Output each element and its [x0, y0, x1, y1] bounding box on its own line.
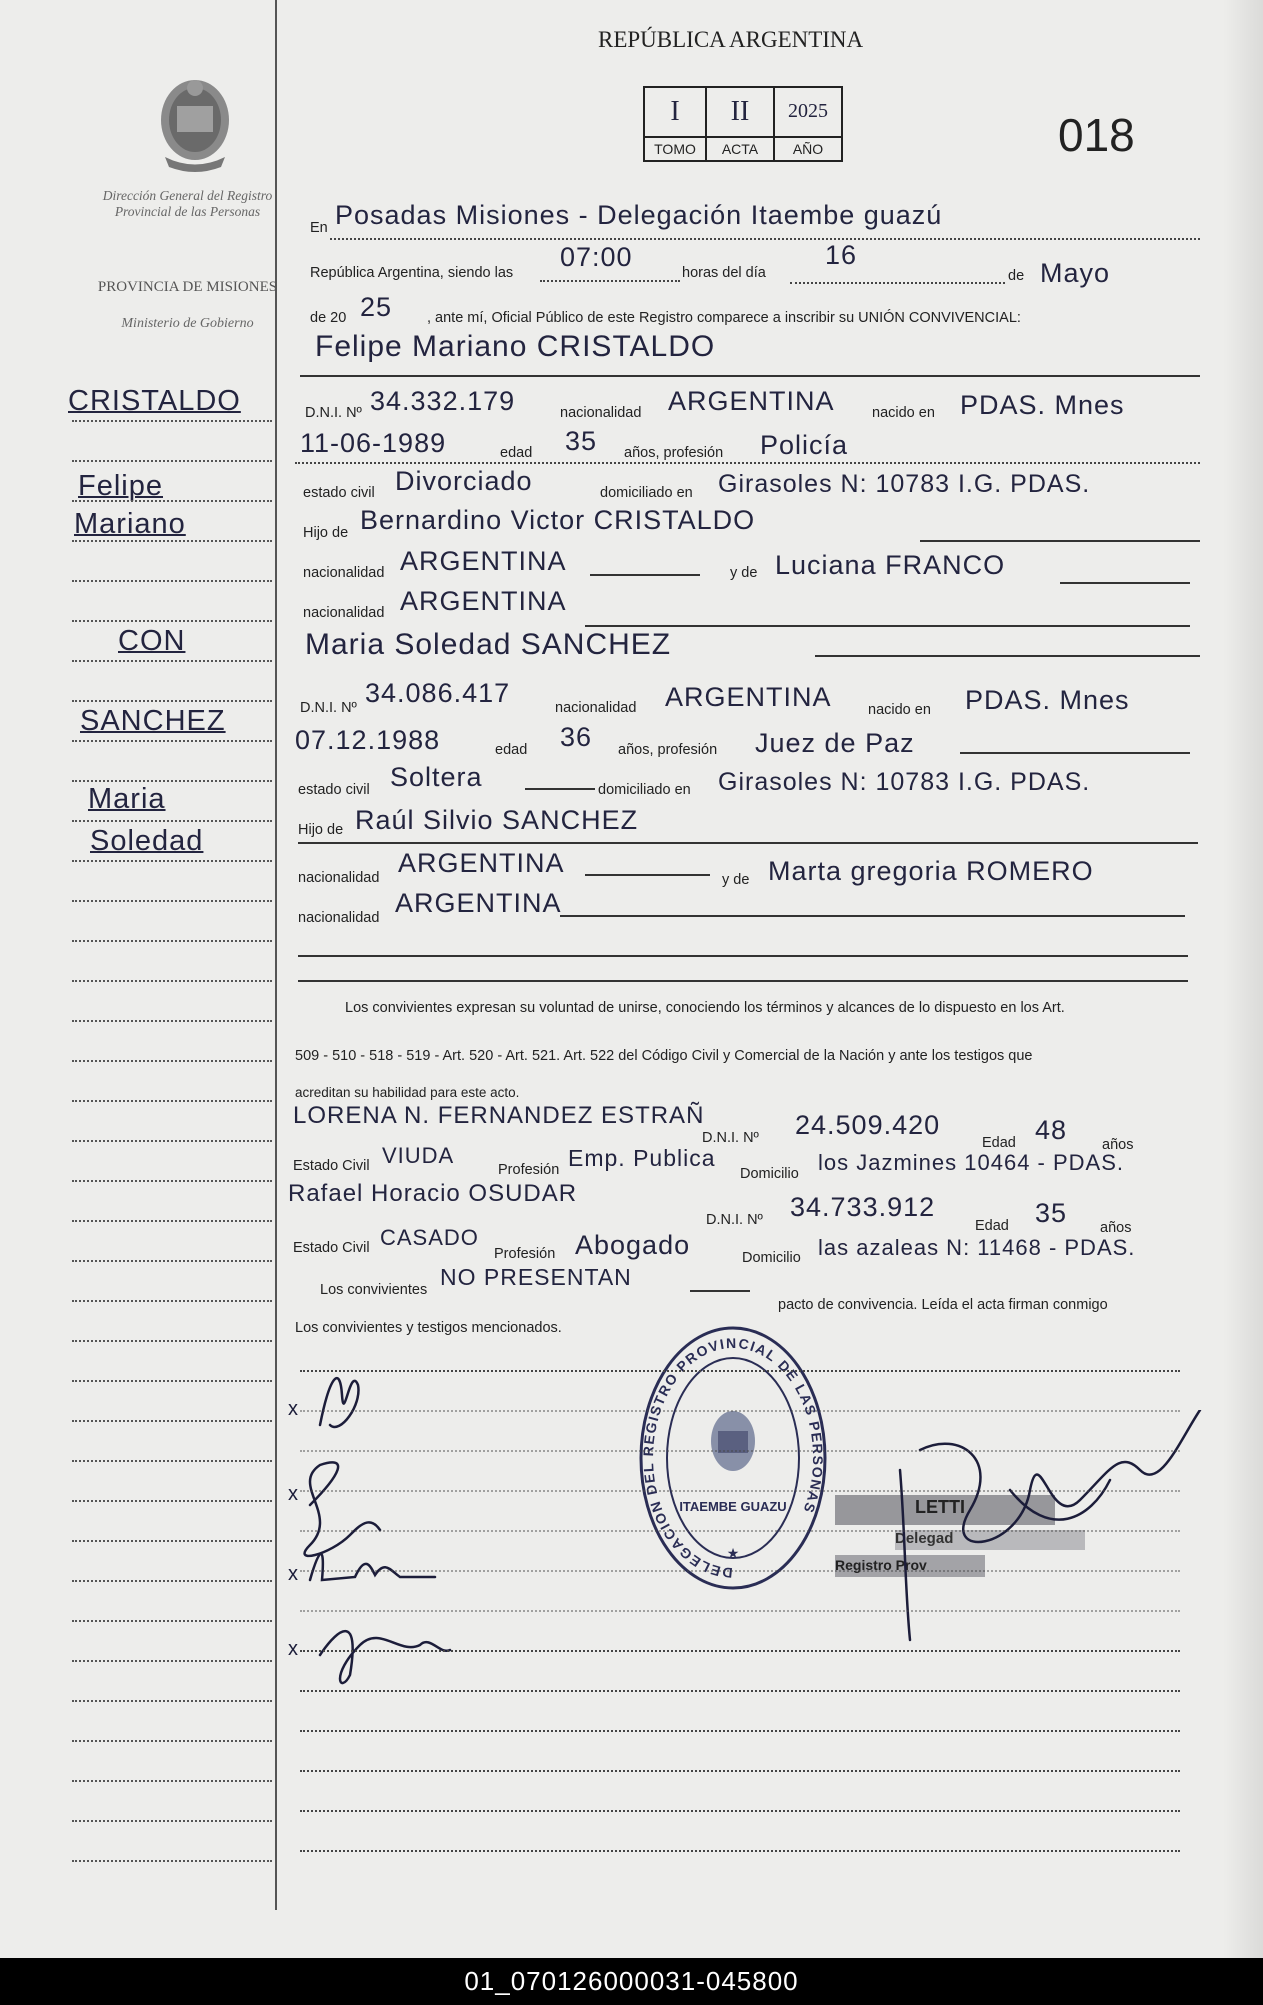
label-w1-dom: Domicilio: [740, 1166, 799, 1182]
w1-dni: 24.509.420: [795, 1110, 941, 1140]
p2-civil-status: Soltera: [390, 762, 483, 792]
label-nacido-2: nacido en: [868, 702, 931, 718]
margin-dotted-line: [72, 980, 272, 982]
province-name: PROVINCIA DE MISIONES: [97, 279, 278, 295]
margin-given-1a: Felipe: [78, 470, 163, 502]
p1-birth-date: 11-06-1989: [300, 428, 447, 458]
tomo-value: I: [670, 96, 680, 127]
p2-father: Raúl Silvio SANCHEZ: [355, 805, 639, 835]
margin-given-1b: Mariano: [74, 508, 186, 540]
act-day: 16: [825, 240, 858, 270]
p1-nationality: ARGENTINA: [668, 386, 835, 416]
registry-box: [643, 86, 843, 162]
label-w1-ec: Estado Civil: [293, 1158, 370, 1174]
tomo-label: TOMO: [645, 136, 705, 160]
margin-dotted-line: [72, 1700, 272, 1702]
margin-dotted-line: [72, 1460, 272, 1462]
svg-text:★: ★: [726, 1545, 740, 1561]
p2-full-name: Maria Soledad SANCHEZ: [305, 628, 672, 661]
p2-father-rule: [298, 842, 1198, 844]
p2-mnat-rule: [560, 915, 1185, 917]
label-w2-ec: Estado Civil: [293, 1240, 370, 1256]
margin-dotted-line: [72, 1420, 272, 1422]
label-nac-1: nacionalidad: [560, 405, 642, 421]
label-en: En: [310, 220, 328, 236]
w1-name: LORENA N. FERNANDEZ ESTRAÑ: [293, 1102, 705, 1129]
registry-stamp: [638, 1323, 828, 1593]
margin-dotted-line: [72, 1580, 272, 1582]
province-seal-icon: [155, 72, 235, 172]
p2-nationality: ARGENTINA: [665, 682, 832, 712]
margin-dotted-line: [72, 1540, 272, 1542]
p2-profession: Juez de Paz: [755, 728, 915, 758]
margin-dotted-line: [72, 1020, 272, 1022]
margin-dotted-line: [72, 460, 272, 462]
act-number: 018: [1058, 109, 1135, 161]
official-stamp-line1: LETTI: [915, 1497, 965, 1517]
w1-civil-status: VIUDA: [382, 1143, 455, 1168]
margin-dotted-line: [72, 1300, 272, 1302]
margin-surname-2: SANCHEZ: [80, 705, 226, 737]
p2-born-in: PDAS. Mnes: [965, 685, 1130, 715]
label-w1-edad: Edad: [982, 1135, 1016, 1151]
body-dotted-line: [300, 1690, 1180, 1692]
label-w2-anios: años: [1100, 1220, 1132, 1236]
label-dom-2: domiciliado en: [598, 782, 691, 798]
p1-father-nat: ARGENTINA: [400, 546, 567, 576]
margin-dotted-line: [72, 1780, 272, 1782]
margin-dotted-line: [72, 1380, 272, 1382]
label-anios-prof-1: años, profesión: [624, 445, 724, 461]
margin-dotted-line: [72, 1260, 272, 1262]
body-dotted-line: [300, 1450, 1180, 1452]
margin-surname-1: CRISTALDO: [68, 385, 241, 417]
margin-given-2a: Maria: [88, 783, 166, 815]
label-edad-1: edad: [500, 445, 533, 461]
p1-dni: 34.332.179: [370, 386, 516, 416]
acta-cell: [707, 88, 775, 160]
label-rep-siendo: República Argentina, siendo las: [310, 265, 514, 281]
margin-dotted-line: [72, 780, 272, 782]
w2-dni: 34.733.912: [790, 1192, 936, 1222]
p2-mother-nat: ARGENTINA: [395, 888, 562, 918]
label-dni-1: D.N.I. Nº: [305, 405, 362, 421]
pact-rule: [690, 1290, 750, 1292]
label-hijo-1: Hijo de: [303, 525, 349, 541]
margin-dotted-line: [72, 1060, 272, 1062]
margin-dotted-line: [72, 1340, 272, 1342]
body-dotted-line: [300, 1730, 1180, 1732]
p2-father-nat: ARGENTINA: [398, 848, 565, 878]
place-dotted-line: [330, 238, 1200, 240]
label-w2-edad: Edad: [975, 1218, 1009, 1234]
margin-dotted-line: [72, 620, 272, 622]
body-dotted-line: [300, 1650, 1180, 1652]
w2-address: las azaleas N: 11468 - PDAS.: [818, 1235, 1136, 1260]
label-nac-1c: nacionalidad: [303, 605, 385, 621]
blank-rule-2: [298, 980, 1188, 982]
p2-address: Girasoles N: 10783 I.G. PDAS.: [718, 768, 1091, 796]
body-dotted-line: [300, 1370, 1180, 1372]
p1-father-rule: [920, 540, 1200, 542]
body-dotted-line: [300, 1490, 1180, 1492]
anio-value: 2025: [788, 100, 828, 122]
margin-dotted-line: [72, 500, 272, 502]
official-stamp-line2: Delegad: [895, 1530, 954, 1547]
margin-dotted-line: [72, 700, 272, 702]
label-yde-2: y de: [722, 872, 750, 888]
body-dotted-line: [300, 1850, 1180, 1852]
p1-fnat-rule: [590, 574, 700, 576]
svg-text:x: x: [288, 1563, 298, 1585]
body-dotted-line: [300, 1610, 1180, 1612]
label-ec-1: estado civil: [303, 485, 375, 501]
p1-mother: Luciana FRANCO: [775, 550, 1006, 580]
act-month: Mayo: [1040, 258, 1111, 288]
label-mencionados: Los convivientes y testigos mencionados.: [295, 1320, 562, 1336]
stamp-center-text: ITAEMBE GUAZU: [679, 1499, 787, 1514]
body-dotted-line: [300, 1770, 1180, 1772]
statement-line-3: acreditan su habilidad para este acto.: [295, 1085, 520, 1100]
p2-ec-rule: [525, 788, 595, 790]
w2-age: 35: [1035, 1198, 1068, 1228]
svg-text:x: x: [288, 1398, 298, 1420]
p1-profession: Policía: [760, 430, 849, 460]
label-nac-1b: nacionalidad: [303, 565, 385, 581]
svg-text:x: x: [288, 1483, 298, 1505]
margin-dotted-line: [72, 1100, 272, 1102]
label-dom-1: domiciliado en: [600, 485, 693, 501]
margin-dotted-line: [72, 860, 272, 862]
margin-dotted-line: [72, 580, 272, 582]
p2-age: 36: [560, 722, 593, 752]
margin-dotted-line: [72, 1220, 272, 1222]
label-nac-2c: nacionalidad: [298, 910, 380, 926]
margin-dotted-line: [72, 1740, 272, 1742]
p1-mother-rule: [1060, 582, 1190, 584]
label-yde-1: y de: [730, 565, 758, 581]
margin-dotted-line: [72, 900, 272, 902]
label-w1-dni: D.N.I. Nº: [702, 1130, 759, 1146]
label-pacto: pacto de convivencia. Leída el acta firman conmigo: [778, 1297, 1108, 1313]
p2-name-rule: [815, 655, 1200, 657]
body-dotted-line: [300, 1530, 1180, 1532]
act-year: 25: [360, 292, 393, 322]
label-hijo-2: Hijo de: [298, 822, 344, 838]
label-convivientes: Los convivientes: [320, 1282, 428, 1298]
margin-given-2b: Soledad: [90, 825, 204, 857]
label-w2-dni: D.N.I. Nº: [706, 1212, 763, 1228]
country-heading: REPÚBLICA ARGENTINA: [598, 27, 864, 52]
p1-birth-dotted-line: [295, 462, 1200, 464]
margin-dotted-line: [72, 1860, 272, 1862]
ministry-name: Ministerio de Gobierno: [121, 316, 254, 331]
p2-dni: 34.086.417: [365, 678, 511, 708]
blank-rule-1: [298, 955, 1188, 957]
act-place: Posadas Misiones - Delegación Itaembe guazú: [335, 200, 943, 230]
w2-name: Rafael Horacio OSUDAR: [288, 1180, 578, 1207]
margin-dotted-line: [72, 940, 272, 942]
margin-dotted-line: [72, 420, 272, 422]
p2-birth-date: 07.12.1988: [295, 725, 441, 755]
label-nacido-1: nacido en: [872, 405, 935, 421]
margin-con: CON: [118, 625, 186, 657]
margin-dotted-line: [72, 1820, 272, 1822]
w1-age: 48: [1035, 1115, 1068, 1145]
p1-born-in: PDAS. Mnes: [960, 390, 1125, 420]
hour-dotted-line: [540, 280, 680, 282]
margin-dotted-line: [72, 1500, 272, 1502]
w1-address: los Jazmines 10464 - PDAS.: [818, 1150, 1125, 1175]
statement-line-1: Los convivientes expresan su voluntad de unirse, conociendo los términos y alcances de lo dispuesto en los Art.: [345, 1000, 1065, 1016]
official-stamp-line3: Registro Prov: [835, 1557, 927, 1573]
label-w2-prof: Profesión: [494, 1246, 556, 1262]
acta-label: ACTA: [707, 136, 773, 160]
w1-profession: Emp. Publica: [568, 1145, 716, 1171]
label-anios-prof-2: años, profesión: [618, 742, 718, 758]
p2-mother: Marta gregoria ROMERO: [768, 856, 1094, 886]
label-nac-2: nacionalidad: [555, 700, 637, 716]
act-hour: 07:00: [560, 242, 633, 272]
svg-text:x: x: [288, 1638, 298, 1660]
body-dotted-line: [300, 1810, 1180, 1812]
p1-mother-nat: ARGENTINA: [400, 586, 567, 616]
body-dotted-line: [300, 1410, 1180, 1412]
body-dotted-line: [300, 1570, 1180, 1572]
p2-prof-rule: [960, 752, 1190, 754]
p2-fnat-rule: [585, 874, 710, 876]
margin-dotted-line: [72, 1620, 272, 1622]
p1-age: 35: [565, 426, 598, 456]
label-de20: de 20: [310, 310, 347, 326]
stamp-ring-text: DELEGACION DEL REGISTRO PROVINCIAL DE LAS PERSONAS: [639, 1334, 827, 1582]
label-dni-2: D.N.I. Nº: [300, 700, 357, 716]
p1-father: Bernardino Victor CRISTALDO: [360, 505, 756, 535]
label-ec-2: estado civil: [298, 782, 370, 798]
margin-dotted-line: [72, 820, 272, 822]
margin-dotted-line: [72, 1660, 272, 1662]
p1-address: Girasoles N: 10783 I.G. PDAS.: [718, 470, 1091, 498]
margin-dotted-line: [72, 660, 272, 662]
w2-civil-status: CASADO: [380, 1225, 479, 1250]
footer-code: 01_070126000031-045800: [0, 1958, 1263, 2005]
margin-dotted-line: [72, 1180, 272, 1182]
label-horas-dia: horas del día: [682, 265, 766, 281]
statement-line-2: 509 - 510 - 518 - 519 - Art. 520 - Art. 521. Art. 522 del Código Civil y Comercial de la Nación y ante los testigos que: [295, 1048, 1033, 1064]
label-w2-dom: Domicilio: [742, 1250, 801, 1266]
label-edad-2: edad: [495, 742, 528, 758]
label-de: de: [1008, 268, 1025, 284]
anio-label: AÑO: [775, 136, 841, 160]
tomo-cell: [645, 88, 707, 160]
margin-dotted-line: [72, 540, 272, 542]
label-nac-2b: nacionalidad: [298, 870, 380, 886]
day-dotted-line: [790, 282, 1005, 284]
label-w1-anios: años: [1102, 1137, 1134, 1153]
acta-value: II: [730, 96, 750, 127]
p1-civil-status: Divorciado: [395, 466, 533, 496]
w2-profession: Abogado: [575, 1230, 691, 1260]
p1-name-rule: [300, 375, 1200, 377]
p1-mnat-rule: [585, 625, 1190, 627]
label-w1-prof: Profesión: [498, 1162, 560, 1178]
anio-cell: [775, 88, 841, 160]
p1-full-name: Felipe Mariano CRISTALDO: [315, 330, 716, 363]
label-ante-mi: , ante mí, Oficial Público de este Registro comparece a inscribir su UNIÓN CONVIVENCIAL:: [427, 310, 1021, 326]
pact-value: NO PRESENTAN: [440, 1264, 632, 1290]
agency-name: Dirección General del Registro Provincial de las Personas: [102, 188, 273, 219]
margin-dotted-line: [72, 740, 272, 742]
margin-dotted-line: [72, 1140, 272, 1142]
